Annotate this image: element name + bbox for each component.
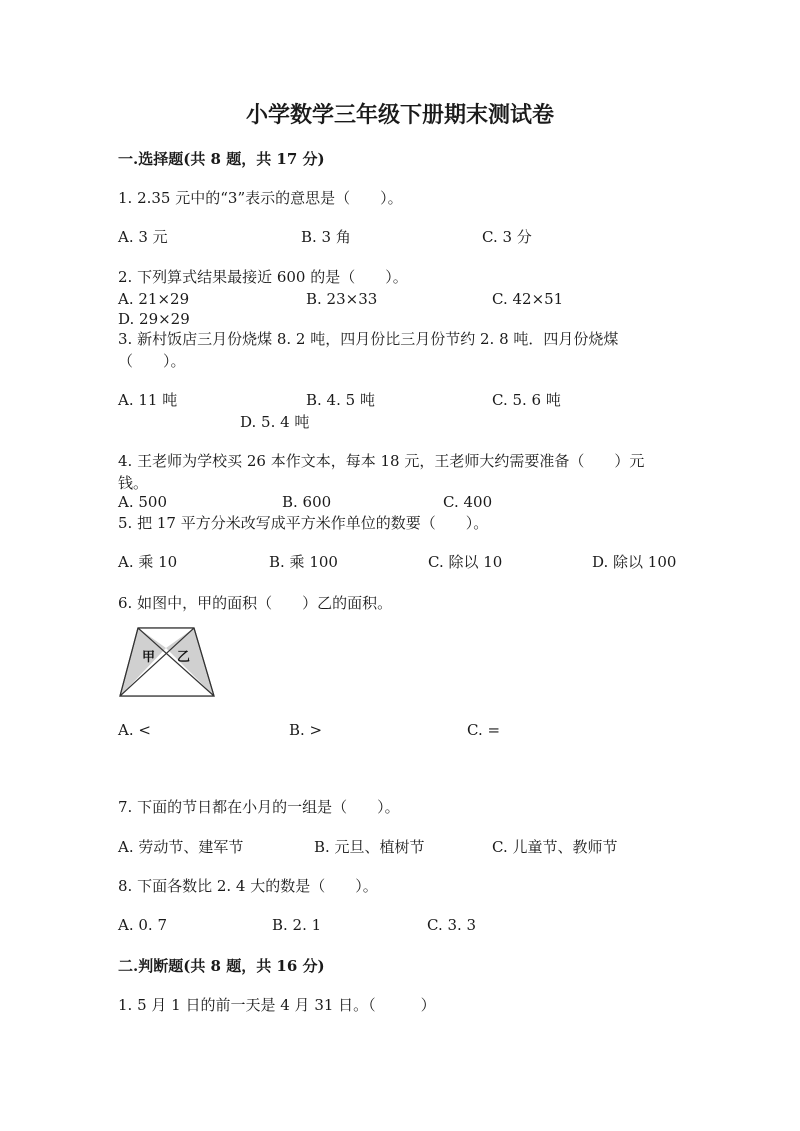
q4-option-a[interactable]: A. 500	[118, 493, 167, 511]
q2-option-c[interactable]: C. 42×51	[492, 290, 564, 308]
q5-stem: 5. 把 17 平方分米改写成平方米作单位的数要（ ）。	[118, 514, 489, 532]
q2-option-b[interactable]: B. 23×33	[306, 290, 378, 308]
q5-option-a[interactable]: A. 乘 10	[118, 553, 178, 571]
q8-stem: 8. 下面各数比 2. 4 大的数是（ ）。	[118, 877, 378, 895]
q8-option-c[interactable]: C. 3. 3	[427, 916, 477, 934]
q7-option-c[interactable]: C. 儿童节、教师节	[492, 838, 618, 856]
section-2-heading: 二.判断题(共 8 题，共 16 分)	[118, 957, 325, 975]
q8-option-a[interactable]: A. 0. 7	[118, 916, 167, 934]
section-1-heading: 一.选择题(共 8 题，共 17 分)	[118, 150, 325, 168]
q5-option-d[interactable]: D. 除以 100	[592, 553, 677, 571]
q1-option-c[interactable]: C. 3 分	[482, 228, 532, 246]
q7-stem: 7. 下面的节日都在小月的一组是（ ）。	[118, 798, 400, 816]
q6-option-c[interactable]: C. =	[467, 721, 501, 739]
q5-option-b[interactable]: B. 乘 100	[269, 553, 338, 571]
q3-option-d[interactable]: D. 5. 4 吨	[240, 413, 310, 431]
q2-option-a[interactable]: A. 21×29	[118, 290, 190, 308]
q5-option-c[interactable]: C. 除以 10	[428, 553, 503, 571]
q3-option-b[interactable]: B. 4. 5 吨	[306, 391, 375, 409]
q3-stem-cont: （ ）。	[118, 352, 186, 370]
q6-option-a[interactable]: A. <	[118, 721, 151, 739]
q4-option-b[interactable]: B. 600	[282, 493, 332, 511]
q3-option-a[interactable]: A. 11 吨	[118, 391, 178, 409]
q2-option-d[interactable]: D. 29×29	[118, 310, 190, 328]
q2-stem: 2. 下列算式结果最接近 600 的是（ ）。	[118, 268, 408, 286]
q6-stem: 6. 如图中，甲的面积（ ）乙的面积。	[118, 594, 393, 612]
q1-option-b[interactable]: B. 3 角	[301, 228, 351, 246]
label-yi: 乙	[177, 650, 191, 665]
s2-q1-stem: 1. 5 月 1 日的前一天是 4 月 31 日。（ ）	[118, 996, 436, 1014]
q4-option-c[interactable]: C. 400	[443, 493, 493, 511]
page-title: 小学数学三年级下册期末测试卷	[245, 102, 554, 128]
q6-option-b[interactable]: B. >	[289, 721, 323, 739]
q3-option-c[interactable]: C. 5. 6 吨	[492, 391, 561, 409]
q1-stem: 1. 2.35 元中的“3”表示的意思是（ ）。	[118, 189, 403, 207]
q1-option-a[interactable]: A. 3 元	[118, 228, 168, 246]
q7-option-b[interactable]: B. 元旦、植树节	[314, 838, 425, 856]
q4-stem-cont: 钱。	[118, 474, 149, 492]
q3-stem: 3. 新村饭店三月份烧煤 8. 2 吨，四月份比三月份节约 2. 8 吨．四月份烧煤	[118, 330, 619, 348]
trapezoid-figure	[118, 626, 218, 700]
label-jia: 甲	[142, 650, 156, 665]
q4-stem: 4. 王老师为学校买 26 本作文本，每本 18 元，王老师大约需要准备（ ）元	[118, 452, 645, 470]
q7-option-a[interactable]: A. 劳动节、建军节	[118, 838, 244, 856]
q8-option-b[interactable]: B. 2. 1	[272, 916, 322, 934]
